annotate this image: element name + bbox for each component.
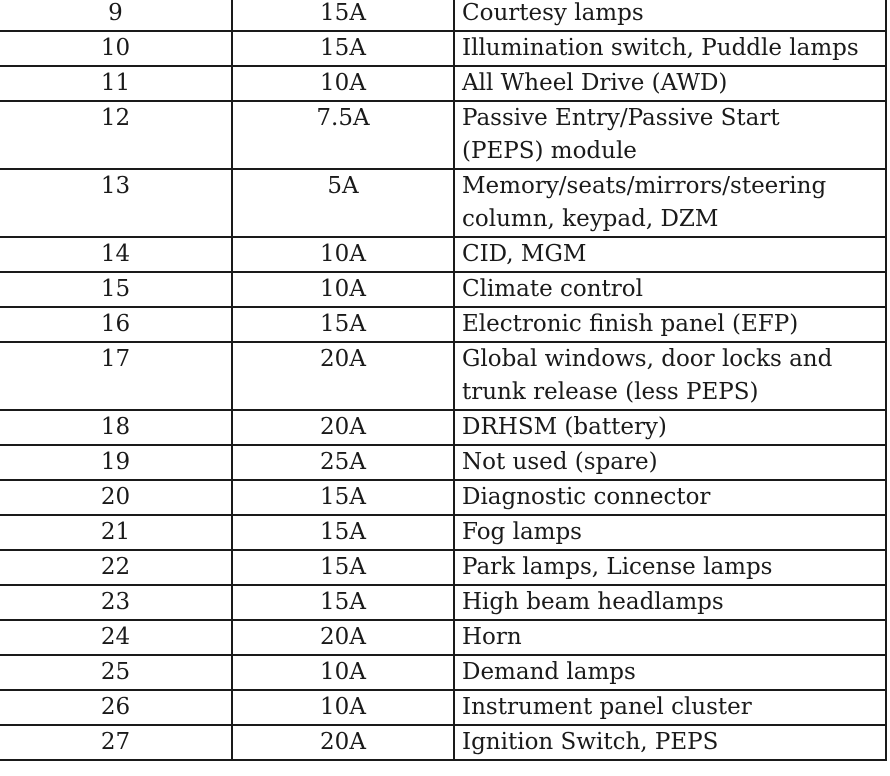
fuse-number-cell: 10 bbox=[0, 31, 232, 66]
amp-rating-cell: 20A bbox=[232, 725, 454, 760]
amp-rating-cell: 15A bbox=[232, 307, 454, 342]
amp-rating-cell: 10A bbox=[232, 690, 454, 725]
protected-circuit-cell: High beam headlamps bbox=[454, 585, 886, 620]
table-row bbox=[0, 342, 886, 410]
table-row bbox=[0, 66, 886, 101]
amp-rating-cell: 15A bbox=[232, 550, 454, 585]
fuse-number-cell: 21 bbox=[0, 515, 232, 550]
protected-circuit-cell: Demand lamps bbox=[454, 655, 886, 690]
protected-circuit-cell: Global windows, door locks and trunk release (less PEPS) bbox=[454, 342, 886, 410]
amp-rating-cell: 20A bbox=[232, 342, 454, 410]
protected-circuit-cell: CID, MGM bbox=[454, 237, 886, 272]
table-row bbox=[0, 410, 886, 445]
table-row bbox=[0, 515, 886, 550]
amp-rating-cell: 10A bbox=[232, 237, 454, 272]
fuse-number-cell: 25 bbox=[0, 655, 232, 690]
amp-rating-cell: 10A bbox=[232, 66, 454, 101]
fuse-number-cell: 14 bbox=[0, 237, 232, 272]
amp-rating-cell: 15A bbox=[232, 31, 454, 66]
protected-circuit-cell: Courtesy lamps bbox=[454, 0, 886, 31]
protected-circuit-cell: Passive Entry/Passive Start (PEPS) module bbox=[454, 101, 886, 169]
amp-rating-cell: 15A bbox=[232, 515, 454, 550]
table-row bbox=[0, 585, 886, 620]
protected-circuit-cell: Not used (spare) bbox=[454, 445, 886, 480]
fuse-number-cell: 19 bbox=[0, 445, 232, 480]
table-row bbox=[0, 725, 886, 760]
table-row bbox=[0, 690, 886, 725]
amp-rating-cell: 10A bbox=[232, 655, 454, 690]
protected-circuit-cell: Instrument panel cluster bbox=[454, 690, 886, 725]
protected-circuit-cell: Climate control bbox=[454, 272, 886, 307]
fuse-number-cell: 13 bbox=[0, 169, 232, 237]
amp-rating-cell: 15A bbox=[232, 480, 454, 515]
table-row bbox=[0, 307, 886, 342]
table-row bbox=[0, 169, 886, 237]
protected-circuit-cell: DRHSM (battery) bbox=[454, 410, 886, 445]
protected-circuit-cell: Electronic finish panel (EFP) bbox=[454, 307, 886, 342]
fuse-number-cell: 15 bbox=[0, 272, 232, 307]
amp-rating-cell: 10A bbox=[232, 272, 454, 307]
table-row bbox=[0, 101, 886, 169]
fuse-number-cell: 23 bbox=[0, 585, 232, 620]
fuse-number-cell: 26 bbox=[0, 690, 232, 725]
fuse-number-cell: 16 bbox=[0, 307, 232, 342]
protected-circuit-cell: Ignition Switch, PEPS bbox=[454, 725, 886, 760]
amp-rating-cell: 20A bbox=[232, 410, 454, 445]
table-row bbox=[0, 550, 886, 585]
fuse-number-cell: 17 bbox=[0, 342, 232, 410]
protected-circuit-cell: Horn bbox=[454, 620, 886, 655]
fuse-number-cell: 9 bbox=[0, 0, 232, 31]
fuse-number-cell: 24 bbox=[0, 620, 232, 655]
table-row bbox=[0, 445, 886, 480]
table-row bbox=[0, 237, 886, 272]
amp-rating-cell: 20A bbox=[232, 620, 454, 655]
fuse-number-cell: 11 bbox=[0, 66, 232, 101]
fuse-number-cell: 27 bbox=[0, 725, 232, 760]
table-row bbox=[0, 620, 886, 655]
protected-circuit-cell: Fog lamps bbox=[454, 515, 886, 550]
protected-circuit-cell: Memory/seats/mirrors/steering column, keypad, DZM bbox=[454, 169, 886, 237]
amp-rating-cell: 25A bbox=[232, 445, 454, 480]
table-row bbox=[0, 0, 886, 31]
fuse-number-cell: 18 bbox=[0, 410, 232, 445]
protected-circuit-cell: Illumination switch, Puddle lamps bbox=[454, 31, 886, 66]
protected-circuit-cell: All Wheel Drive (AWD) bbox=[454, 66, 886, 101]
table-row bbox=[0, 480, 886, 515]
table-row bbox=[0, 655, 886, 690]
table-row bbox=[0, 31, 886, 66]
amp-rating-cell: 15A bbox=[232, 0, 454, 31]
fuse-number-cell: 12 bbox=[0, 101, 232, 169]
fuse-number-cell: 22 bbox=[0, 550, 232, 585]
amp-rating-cell: 7.5A bbox=[232, 101, 454, 169]
table-row bbox=[0, 272, 886, 307]
fuse-number-cell: 20 bbox=[0, 480, 232, 515]
amp-rating-cell: 15A bbox=[232, 585, 454, 620]
protected-circuit-cell: Diagnostic connector bbox=[454, 480, 886, 515]
amp-rating-cell: 5A bbox=[232, 169, 454, 237]
protected-circuit-cell: Park lamps, License lamps bbox=[454, 550, 886, 585]
